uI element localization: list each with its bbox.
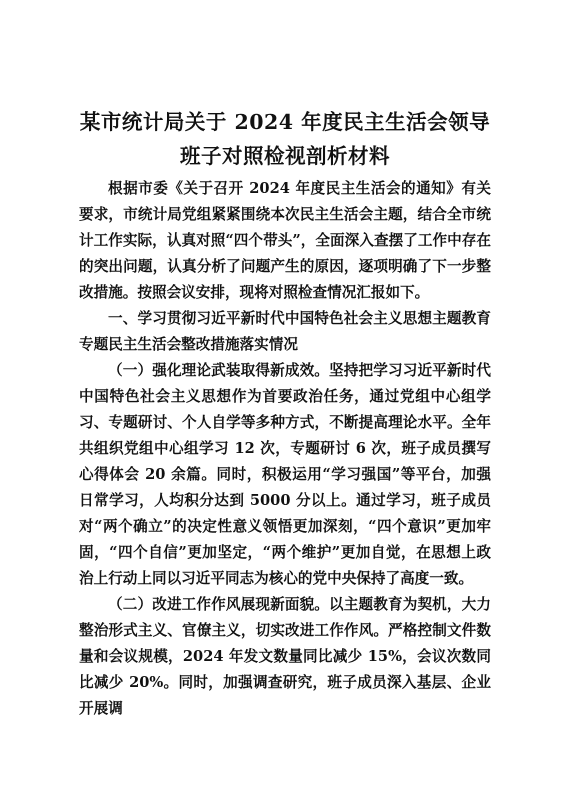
subsection-paragraph-2: （二）改进工作作风展现新面貌。以主题教育为契机，大力整治形式主义、官僚主义，切实改进工作作风。严格控制文件数量和会议规模，2024 年发文数量同比减少 15%，会议次数同比减少 20%。同时，加强调查研究，班子成员深入基层、企业开展调 — [79, 596, 491, 717]
subsection-paragraph-1: （一）强化理论武装取得新成效。坚持把学习习近平新时代中国特色社会主义思想作为首要政治任务，通过党组中心组学习、专题研讨、个人自学等多种方式，不断提高理论水平。全年共组织党组中心组学习 12 次，专题研讨 6 次，班子成员撰写心得体会 20 余篇。同时，积极运用“学习强国”等平台，加强日常学习，人均积分达到 5000 分以上。通过学习，班子成员对“两个确立”的决定性意义领悟更加深刻，“四个意识”更加牢固，“四个自信”更加坚定，“两个维护”更加自觉，在思想上政治上行动上同以习近平同志为核心的党中央保持了高度一致。 — [79, 362, 491, 587]
section-heading-1: 一、学习贯彻习近平新时代中国特色社会主义思想主题教育专题民主生活会整改措施落实情况 — [79, 310, 491, 353]
document-title-line-2: 班子对照检视剖析材料 — [180, 144, 390, 168]
document-title-line-1: 某市统计局关于 2024 年度民主生活会领导 — [79, 110, 491, 134]
intro-paragraph: 根据市委《关于召开 2024 年度民主生活会的通知》有关要求，市统计局党组紧紧围绕本次民主生活会主题，结合全市统计工作实际，认真对照“四个带头”，全面深入查摆了工作中存在的突出问题，认真分析了问题产生的原因，逐项明确了下一步整改措施。按照会议安排，现将对照检查情况汇报如下。 — [79, 180, 491, 301]
